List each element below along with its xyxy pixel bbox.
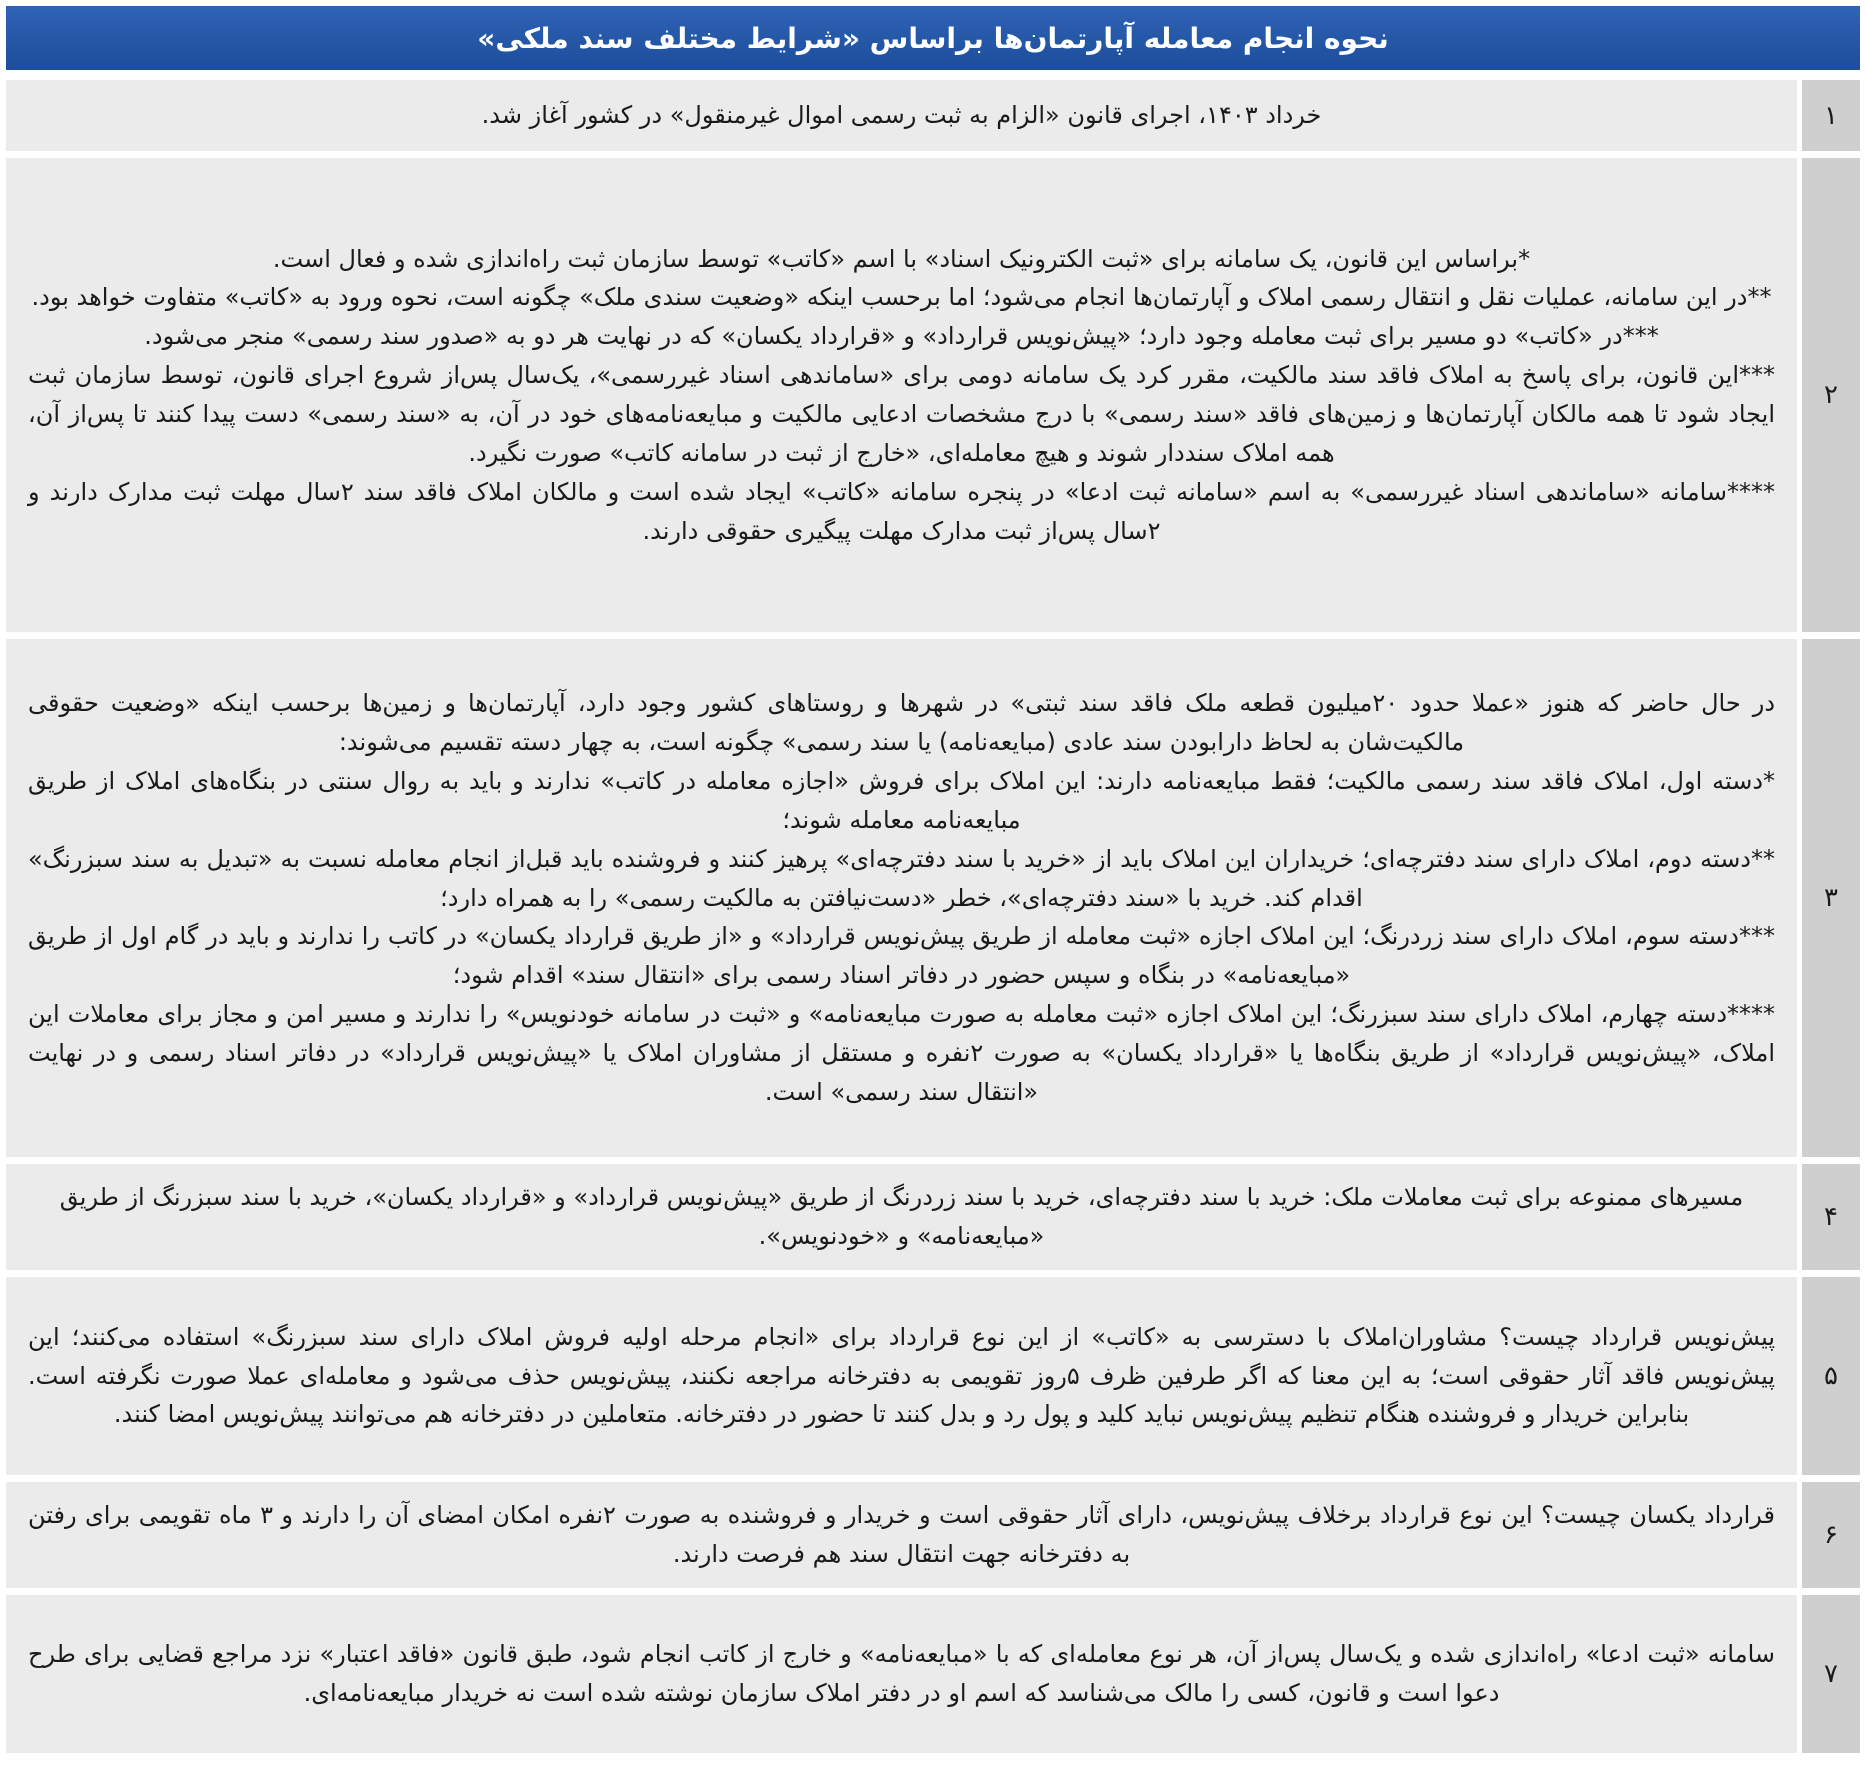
row-content — [6, 1482, 1797, 1588]
row-paragraph: خرداد ۱۴۰۳، اجرای قانون «الزام به ثبت رسمی اموال غیرمنقول» در کشور آغاز شد. — [481, 101, 1322, 130]
row-content — [6, 639, 1797, 1157]
row-number: ۳ — [1802, 639, 1860, 1157]
table-row-1 — [6, 80, 1860, 151]
row-number: ۶ — [1802, 1482, 1860, 1588]
table-row-5 — [6, 1277, 1860, 1475]
row-content — [6, 1164, 1797, 1270]
row-paragraph: ****دسته چهارم، املاک دارای سند سبزرنگ؛ این املاک اجازه «ثبت معامله به صورت مبایعه‌نامه» و «ثبت در سامانه خودنویس» را ندارند و مسیر امن و مجاز برای معاملات این املاک، «پیش‌نویس قرارداد» از طریق بنگاه‌ها یا «قرارداد یکسان» به صورت ۲نفره و مستقل از مشاوران املاک یا «پیش‌نویس قرارداد» در دفاتر اسناد رسمی و در نهایت «انتقال سند رسمی» است. — [28, 1000, 1775, 1106]
row-content — [6, 1277, 1797, 1475]
row-paragraph: قرارداد یکسان چیست؟ این نوع قرارداد برخلاف پیش‌نویس، دارای آثار حقوقی است و خریدار و فروشنده به صورت ۲نفره امکان امضای آن را دارند و ۳ ماه تقویمی برای رفتن به دفترخانه جهت انتقال سند هم فرصت دارند. — [28, 1501, 1776, 1568]
table-row-7 — [6, 1595, 1860, 1753]
row-number: ۱ — [1802, 80, 1860, 151]
row-paragraph: *دسته اول، املاک فاقد سند رسمی مالکیت؛ فقط مبایعه‌نامه دارند: این املاک برای فروش «اجازه معامله در کاتب» ندارند و باید به روال سنتی در بنگاه‌های املاک از طریق مبایعه‌نامه معامله شوند؛ — [28, 766, 1775, 834]
row-paragraph: ***در «کاتب» دو مسیر برای ثبت معامله وجود دارد؛ «پیش‌نویس قرارداد» و «قرارداد یکسان» که در نهایت هر دو به «صدور سند رسمی» منجر می‌شود. — [144, 322, 1659, 351]
table-title: نحوه انجام معامله آپارتمان‌ها براساس «شرایط مختلف سند ملکی» — [6, 6, 1860, 70]
table-row-2 — [6, 158, 1860, 632]
row-paragraph: **در این سامانه، عملیات نقل و انتقال رسمی املاک و آپارتمان‌ها انجام می‌شود؛ اما برحسب اینکه «وضعیت سندی ملک» چگونه است، نحوه ورود به «کاتب» متفاوت خواهد بود. — [31, 283, 1772, 312]
row-content — [6, 80, 1797, 151]
row-number: ۲ — [1802, 158, 1860, 632]
row-number: ۷ — [1802, 1595, 1860, 1753]
row-paragraph: در حال حاضر که هنوز «عملا حدود ۲۰میلیون قطعه ملک فاقد سند ثبتی» در شهرها و روستاهای کشور وجود دارد، آپارتمان‌ها و زمین‌ها برحسب اینکه «وضعیت حقوقی مالکیت‌شان به لحاظ دارابودن سند عادی (مبایعه‌نامه) یا سند رسمی» چگونه است، به چهار دسته تقسیم می‌شوند: — [28, 689, 1775, 757]
row-paragraph: **دسته دوم، املاک دارای سند دفترچه‌ای؛ خریداران این املاک باید از «خرید با سند دفترچه‌ای» پرهیز کنند و فروشنده باید قبل‌از انجام معامله نسبت به «تبدیل به سند سبزرنگ» اقدام کند. خرید با «سند دفترچه‌ای»، خطر «دست‌نیافتن به مالکیت رسمی» را به همراه دارد؛ — [28, 844, 1775, 912]
row-paragraph: مسیرهای ممنوعه برای ثبت معاملات ملک: خرید با سند دفترچه‌ای، خرید با سند زردرنگ از طریق «پیش‌نویس قرارداد» و «قرارداد یکسان»، خرید با سند سبزرنگ از طریق «مبایعه‌نامه» و «خودنویس». — [59, 1183, 1744, 1250]
row-paragraph: ***دسته سوم، املاک دارای سند زردرنگ؛ این املاک اجازه «ثبت معامله از طریق پیش‌نویس قرارداد» و «از طریق قرارداد یکسان» در کاتب را ندارند و باید در گام اول از طریق «مبایعه‌نامه» در بنگاه و سپس حضور در دفاتر اسناد رسمی برای «انتقال سند» اقدام شود؛ — [28, 922, 1775, 990]
table-row-3 — [6, 639, 1860, 1157]
row-content — [6, 1595, 1797, 1753]
row-paragraph: پیش‌نویس قرارداد چیست؟ مشاوران‌املاک با دسترسی به «کاتب» از این نوع قرارداد برای «انجام مرحله اولیه فروش املاک دارای سند سبزرنگ» استفاده می‌کنند؛ این پیش‌نویس فاقد آثار حقوقی است؛ به این معنا که اگر طرفین ظرف ۵روز تقویمی به دفترخانه مراجعه نکنند، پیش‌نویس حذف می‌شود و معامله‌ای عملا صورت نگرفته است. بنابراین خریدار و فروشنده هنگام تنظیم پیش‌نویس نباید کلید و پول رد و بدل کنند تا حضور در دفترخانه. متعاملین در دفترخانه هم می‌توانند پیش‌نویس امضا کنند. — [28, 1322, 1776, 1429]
row-paragraph: سامانه «ثبت ادعا» راه‌اندازی شده و یک‌سال پس‌از آن، هر نوع معامله‌ای که با «مبایعه‌نامه» و خارج از کاتب انجام شود، طبق قانون «فاقد اعتبار» نزد مراجع قضایی برای طرح دعوا است و قانون، کسی را مالک می‌شناسد که اسم او در دفتر املاک سازمان نوشته شده است نه خریدار مبایعه‌نامه‌ای. — [28, 1640, 1775, 1707]
row-content — [6, 158, 1797, 632]
table-row-6 — [6, 1482, 1860, 1588]
table-row-4 — [6, 1164, 1860, 1270]
row-paragraph: *براساس این قانون، یک سامانه برای «ثبت الکترونیک اسناد» با اسم «کاتب» توسط سازمان ثبت راه‌اندازی شده و فعال است. — [272, 244, 1531, 273]
row-number: ۵ — [1802, 1277, 1860, 1475]
row-number: ۴ — [1802, 1164, 1860, 1270]
info-table — [6, 80, 1860, 1774]
row-paragraph: ***این قانون، برای پاسخ به املاک فاقد سند مالکیت، مقرر کرد یک سامانه دومی برای «ساماندهی اسناد غیررسمی»، یک‌سال پس‌از شروع اجرای قانون، توسط سازمان ثبت ایجاد شود تا همه مالکان آپارتمان‌ها و زمین‌های فاقد «سند رسمی» با درج مشخصات ادعایی مالکیت و مبایعه‌نامه‌های خود در آن، به «سند رسمی» دست پیدا کنند تا پس‌از آن، همه املاک سنددار شوند و هیچ معامله‌ای، «خارج از ثبت در سامانه کاتب» صورت نگیرد. — [28, 361, 1775, 467]
row-paragraph: ****سامانه «ساماندهی اسناد غیررسمی» به اسم «سامانه ثبت ادعا» در پنجره سامانه «کاتب» ایجاد شده است و مالکان املاک فاقد سند ۲سال مهلت ثبت مدارک دارند و ۲سال پس‌از ثبت مدارک مهلت پیگیری حقوقی دارند. — [28, 477, 1775, 545]
